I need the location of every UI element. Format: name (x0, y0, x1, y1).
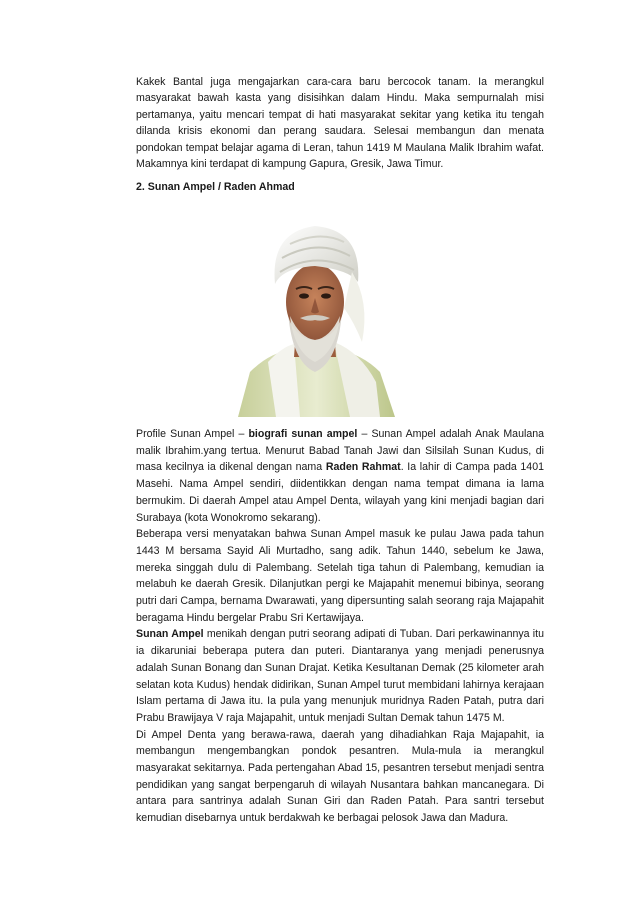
bold-name-text: Sunan Ampel (136, 628, 204, 641)
bold-link-text: biografi sunan ampel (248, 428, 358, 440)
body-section (136, 426, 544, 827)
bold-name-text: Raden Rahmat (325, 461, 401, 474)
body-paragraph-4: Di Ampel Denta yang berawa-rawa, daerah yang dihadiahkan Raja Majapahit, ia membangun mengembangkan pondok pesantren. Mula-mula ia merangkul masyarakat sekitarnya. Pada pertengahan Abad 15, pesantren tersebut menjadi sentra pendidikan yang sangat berpengaruh di wilayah Nusantara bahkan mancanegara. Di antara para santrinya adalah Sunan Giri dan Raden Patah. Para santri tersebut kemudian disebarnya untuk berdakwah ke berbagai pelosok Jawa dan Madura. (136, 728, 544, 825)
section-heading: 2. Sunan Ampel / Raden Ahmad (136, 181, 295, 193)
body-text: – Sunan Ampel adalah Anak Maulana malik Ibrahim.yang tertua. Menurut Babad Tanah Jawi dan Silsilah Sunan Kudus, di masa kecilnya ia dikenal dengan nama (136, 428, 544, 474)
body-paragraph-3 (136, 626, 544, 726)
intro-paragraph: Kakek Bantal juga mengajarkan cara-cara baru bercocok tanam. Ia merangkul masyarakat bawah kasta yang disisihkan dalam Hindu. Maka sempurnalah misi pertamanya, yaitu mencari tempat di hati masyarakat sekitar yang ketika itu tengah dilanda krisis ekonomi dan perang saudara. Selesai membangun dan menata pondokan tempat belajar agama di Leran, tahun 1419 M Maulana Malik Ibrahim wafat. Makamnya kini terdapat di kampung Gapura, Gresik, Jawa Timur. (136, 76, 544, 171)
body-paragraph-2: Beberapa versi menyatakan bahwa Sunan Ampel masuk ke pulau Jawa pada tahun 1443 M bersama Sayid Ali Murtadho, sang adik. Tahun 1440, sebelum ke Jawa, mereka singgah dulu di Palembang. Setelah tiga tahun di Palembang, kemudian ia melabuh ke daerah Gresik. Dilanjutkan pergi ke Majapahit menemui bibinya, seorang putri dari Campa, bernama Dwarawati, yang dipersunting salah seorang raja Majapahit beragama Hindu bergelar Prabu Sri Kertawijaya. (136, 528, 544, 624)
body-text: menikah dengan putri seorang adipati di Tuban. Dari perkawinannya itu ia dikaruniai beberapa putera dan puteri. Diantaranya yang menjadi penerusnya adalah Sunan Bonang dan Sunan Drajat. Ketika Kesultanan Demak (25 kilometer arah selatan kota Kudus) hendak didirikan, Sunan Ampel turut membidani lahirnya kerajaan Islam pertama di Jawa itu. Ia pula yang menunjuk muridnya Raden Patah, putra dari Prabu Brawijaya V raja Majapahit, untuk menjadi Sultan Demak tahun 1475 M. (136, 628, 544, 724)
body-paragraph-1 (136, 426, 544, 526)
body-text: Profile Sunan Ampel – (136, 428, 249, 440)
portrait-image (230, 212, 400, 417)
body-text: . Ia lahir di Campa pada 1401 Masehi. Nama Ampel sendiri, diidentikkan dengan nama tempat dimana ia lama bermukim. Di daerah Ampel atau Ampel Denta, wilayah yang kini menjadi bagian dari Surabaya (kota Wonokromo sekarang). (136, 461, 544, 524)
intro-section (136, 74, 544, 172)
